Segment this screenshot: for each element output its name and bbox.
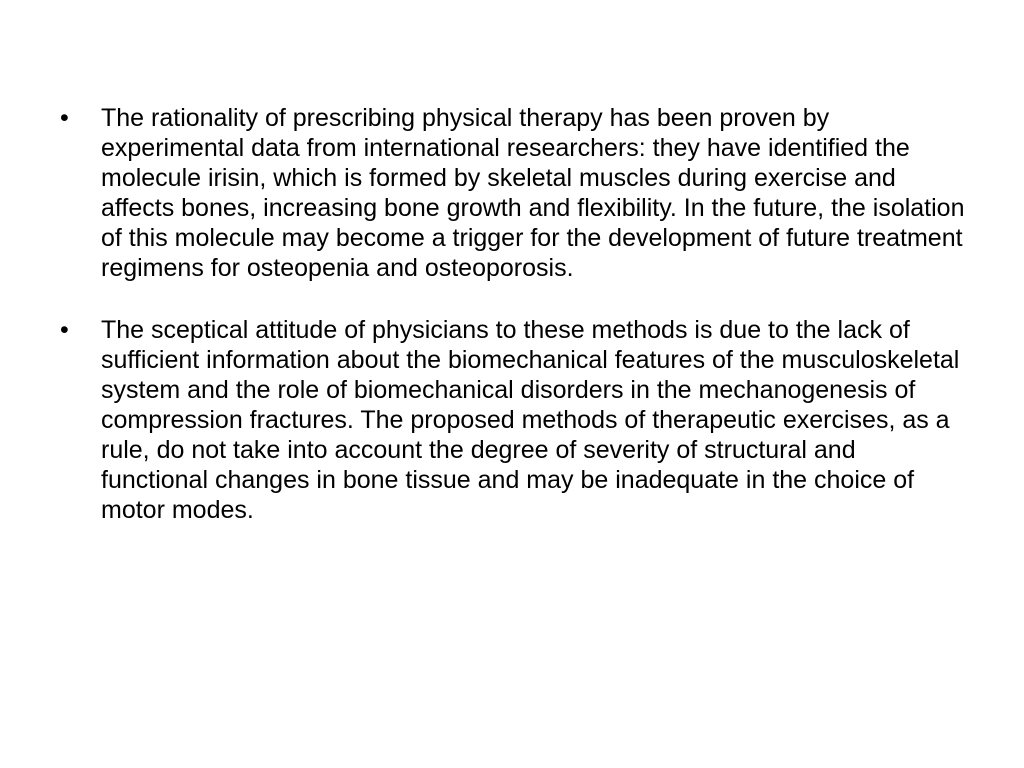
bullet-item-irisin-research — [60, 103, 965, 283]
bullet-text: The sceptical attitude of physicians to these methods is due to the lack of sufficient information about the biomechanical features of the musculoskeletal system and the role of biomechanical disorders in the mechanogenesis of compression fractures. The proposed methods of therapeutic exercises, as a rule, do not take into account the degree of severity of structural and functional changes in bone tissue and may be inadequate in the choice of motor modes. — [101, 316, 960, 524]
bullet-item-physician-scepticism — [60, 315, 965, 525]
bullet-marker: • — [60, 104, 69, 132]
bullet-text: The rationality of prescribing physical therapy has been proven by experimental data from international researchers: they have identified the molecule irisin, which is formed by skeletal muscles during exercise and affects bones, increasing bone growth and flexibility. In the future, the isolation of this molecule may become a trigger for the development of future treatment regimens for osteopenia and osteoporosis. — [101, 104, 965, 282]
bullet-list — [60, 103, 965, 557]
bullet-marker: • — [60, 316, 69, 344]
